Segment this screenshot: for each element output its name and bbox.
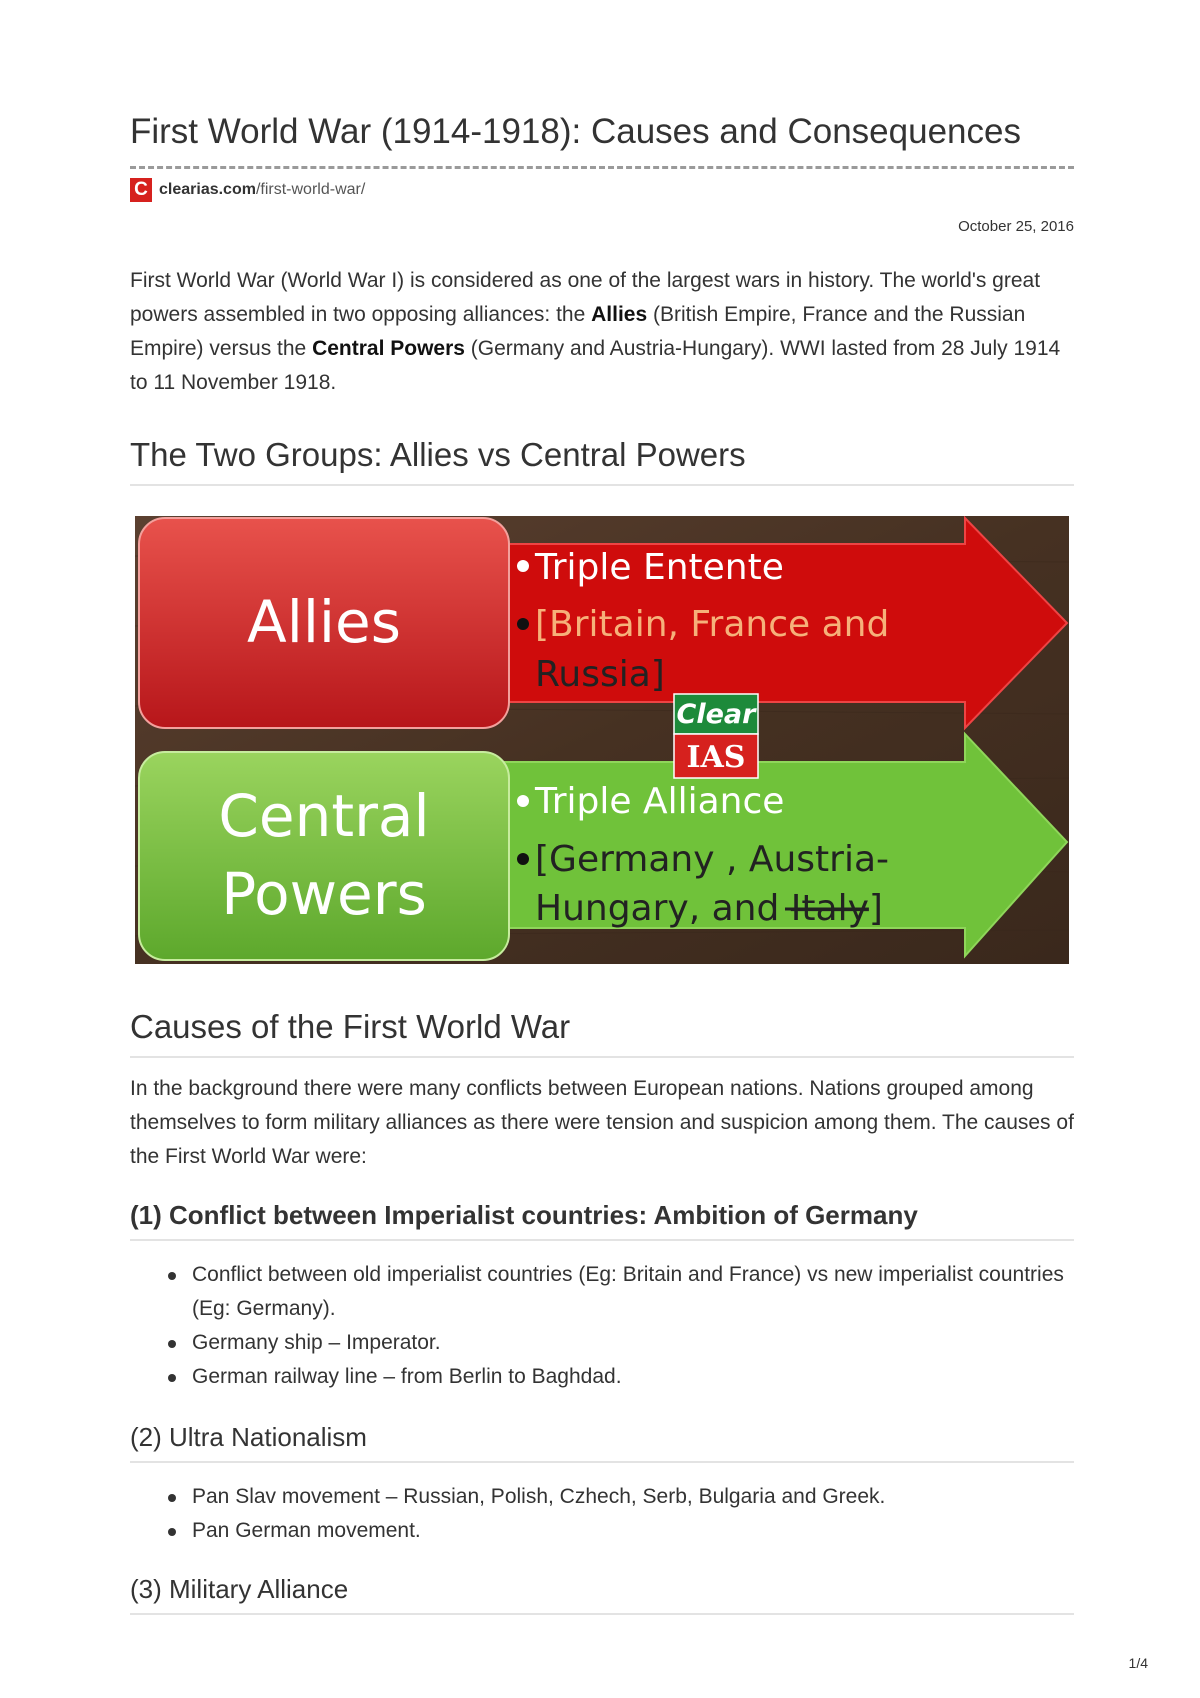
post-date: October 25, 2016 <box>958 218 1074 235</box>
intro-text-3: (Germany and Austria-Hungary). WWI lasted from 28 July 1914 to 11 November 1918. <box>130 337 1061 394</box>
intro-central-powers: Central Powers <box>312 337 465 360</box>
section-heading-causes: Causes of the First World War <box>130 1008 1074 1058</box>
intro-text-1: First World War (World War I) is considered as one of the largest wars in history. The world's great powers assembled in two opposing alliances: the <box>130 269 1041 326</box>
cause-1-heading: (1) Conflict between Imperialist countries: Ambition of Germany <box>130 1200 1074 1241</box>
logo-clear-text: Clear <box>676 699 756 730</box>
clearias-watermark-logo <box>674 694 758 778</box>
source-path[interactable]: /first-world-war/ <box>255 181 366 198</box>
causes-intro-paragraph: In the background there were many conflicts between European nations. Nations grouped among themselves to form military alliances as there were tension and suspicion among them. The causes of the First World War were: <box>130 1077 1074 1168</box>
allies-members-line1: [Britain, France and <box>535 604 890 645</box>
central-members-line1: [Germany , Austria- <box>535 839 890 880</box>
intro-text-2: (British Empire, France and the Russian Empire) versus the <box>130 303 1026 360</box>
alliances-diagram <box>135 516 1069 964</box>
list-item: Pan Slav movement – Russian, Polish, Czhech, Serb, Bulgaria and Greek. <box>192 1480 1074 1514</box>
clearias-logo-icon: C <box>130 178 152 202</box>
page-title: First World War (1914-1918): Causes and Consequences <box>130 112 1021 151</box>
cause-1-list <box>130 1258 1074 1394</box>
central-label-line1: Central <box>218 782 430 850</box>
page-number: 1/4 <box>1128 1655 1148 1671</box>
allies-label: Allies <box>247 588 401 656</box>
logo-ias-text: IAS <box>686 740 746 775</box>
source-domain[interactable]: clearias.com <box>159 181 256 198</box>
central-bullet-2-dot <box>517 853 529 865</box>
cause-3-heading: (3) Military Alliance <box>130 1574 1074 1615</box>
intro-paragraph <box>130 264 1074 400</box>
central-label-line2: Powers <box>221 860 427 928</box>
list-item: Germany ship – Imperator. <box>192 1326 1074 1360</box>
central-members-line2: Hungary, and Italy] <box>535 888 883 929</box>
central-triple-alliance: Triple Alliance <box>535 781 785 822</box>
list-item: Pan German movement. <box>192 1514 1074 1548</box>
title-divider <box>130 166 1074 169</box>
section-heading-two-groups: The Two Groups: Allies vs Central Powers <box>130 436 1074 486</box>
intro-allies: Allies <box>591 303 648 326</box>
cause-2-heading: (2) Ultra Nationalism <box>130 1422 1074 1463</box>
central-bullet-1-dot <box>517 795 529 807</box>
struck-italy: Italy <box>790 888 869 929</box>
list-item: German railway line – from Berlin to Baghdad. <box>192 1360 1074 1394</box>
allies-members-line2: Russia] <box>535 654 665 695</box>
cause-2-list <box>130 1480 1074 1548</box>
allies-triple-entente: Triple Entente <box>535 547 784 588</box>
allies-bullet-2-dot <box>517 618 529 630</box>
source-line <box>130 178 365 202</box>
list-item: Conflict between old imperialist countries (Eg: Britain and France) vs new imperialist countries (Eg: Germany). <box>192 1258 1074 1326</box>
allies-bullet-1-dot <box>517 560 529 572</box>
